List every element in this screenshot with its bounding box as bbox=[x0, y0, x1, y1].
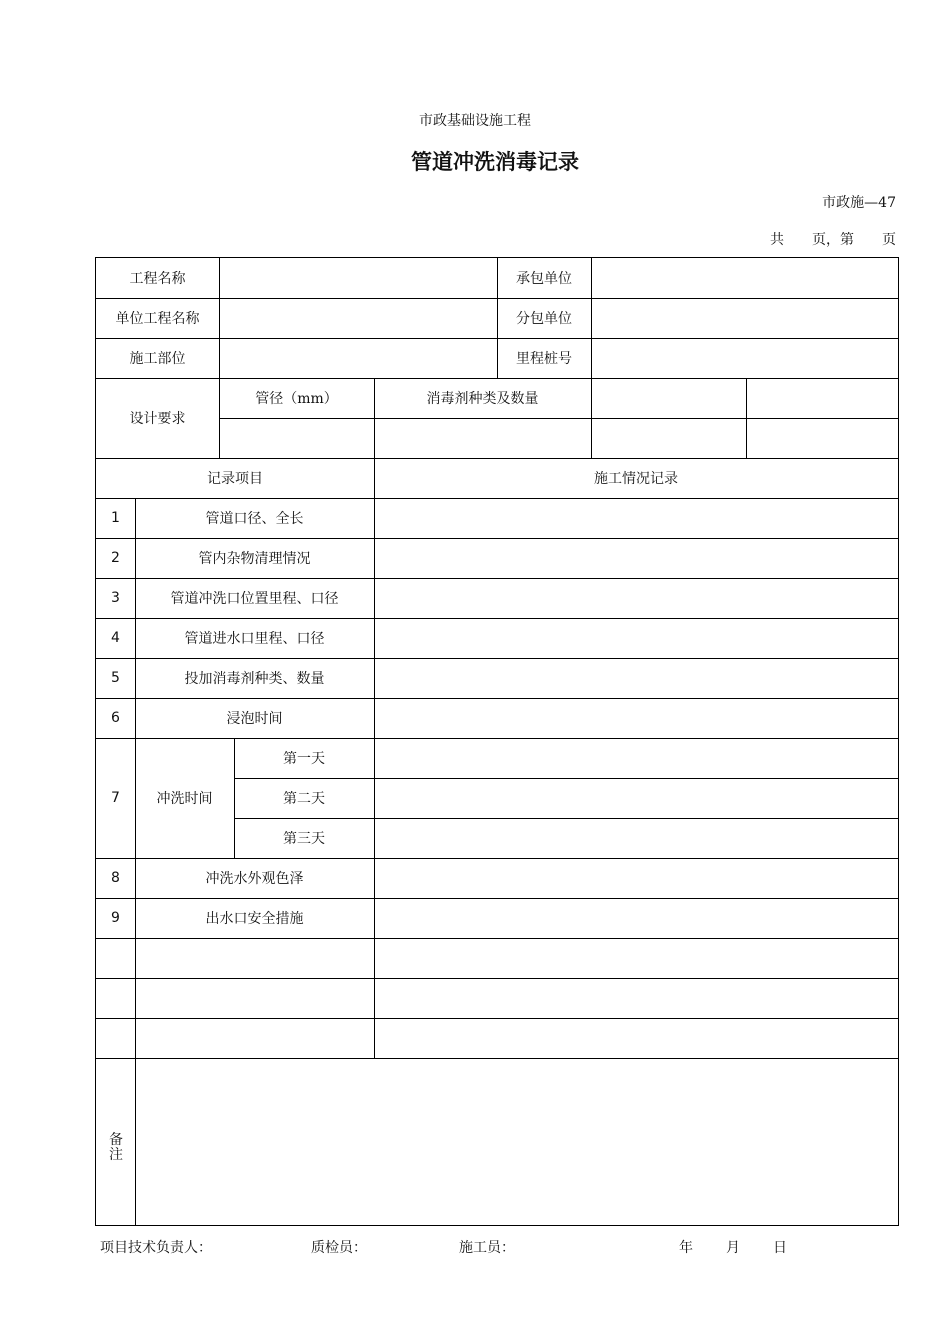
row-number: 9 bbox=[111, 910, 120, 926]
project-name-label: 工程名称 bbox=[129, 271, 186, 287]
signature-footer bbox=[100, 1237, 860, 1257]
row-number: 7 bbox=[111, 790, 120, 806]
day-label: 第二天 bbox=[283, 791, 325, 807]
row-number: 5 bbox=[111, 670, 120, 686]
pipe-diameter-field[interactable] bbox=[220, 419, 374, 458]
pipe-diameter-label: 管径（mm） bbox=[255, 391, 338, 407]
day-label: 第一天 bbox=[283, 751, 325, 767]
project-name-field[interactable] bbox=[220, 258, 497, 298]
mileage-label: 里程桩号 bbox=[516, 351, 572, 367]
rule bbox=[746, 378, 747, 458]
unit-project-field[interactable] bbox=[220, 298, 497, 338]
row-number: 1 bbox=[111, 510, 120, 526]
subcontractor-label: 分包单位 bbox=[516, 311, 572, 327]
row-number: 6 bbox=[111, 710, 120, 726]
month-label: 月 bbox=[726, 1240, 740, 1256]
row-number: 2 bbox=[111, 550, 120, 566]
contractor-label: 承包单位 bbox=[516, 271, 572, 287]
row-number: 8 bbox=[111, 870, 120, 886]
design-requirement-label: 设计要求 bbox=[129, 411, 186, 427]
row-label: 冲洗水外观色泽 bbox=[205, 871, 304, 887]
tech-lead-label: 项目技术负责人： bbox=[100, 1240, 212, 1256]
row-label: 投加消毒剂种类、数量 bbox=[184, 671, 325, 687]
remarks-field[interactable] bbox=[136, 1059, 898, 1225]
page-indicator: 共 页，第 页 bbox=[770, 232, 896, 248]
row-label: 管内杂物清理情况 bbox=[198, 551, 311, 567]
row-label: 浸泡时间 bbox=[226, 711, 283, 727]
row-label: 管道口径、全长 bbox=[205, 511, 304, 527]
record-form bbox=[95, 257, 899, 1226]
inspector-label: 质检员： bbox=[311, 1240, 367, 1256]
year-label: 年 bbox=[679, 1240, 693, 1256]
row-label: 管道冲洗口位置里程、口径 bbox=[170, 591, 339, 607]
construction-part-label: 施工部位 bbox=[129, 351, 186, 367]
row-label: 管道进水口里程、口径 bbox=[184, 631, 325, 647]
unit-project-label: 单位工程名称 bbox=[115, 311, 200, 327]
row-number: 3 bbox=[111, 590, 120, 606]
construction-part-field[interactable] bbox=[220, 338, 497, 378]
row-label: 冲洗时间 bbox=[156, 791, 213, 807]
contractor-field[interactable] bbox=[592, 258, 898, 298]
rule bbox=[96, 1018, 898, 1019]
form-title: 管道冲洗消毒记录 bbox=[411, 150, 579, 174]
row-label: 出水口安全措施 bbox=[205, 911, 304, 927]
row-number: 4 bbox=[111, 630, 120, 646]
rule bbox=[96, 938, 898, 939]
builder-label: 施工员： bbox=[459, 1240, 515, 1256]
subcontractor-field[interactable] bbox=[592, 298, 898, 338]
disinfectant-label: 消毒剂种类及数量 bbox=[426, 391, 539, 407]
mileage-field[interactable] bbox=[592, 338, 898, 378]
rule bbox=[96, 978, 898, 979]
form-code: 市政施—47 bbox=[822, 195, 896, 211]
record-item-header: 记录项目 bbox=[207, 471, 263, 487]
remarks-label: 备注 bbox=[109, 1132, 123, 1163]
record-content-header: 施工情况记录 bbox=[594, 471, 678, 487]
day-label: 日 bbox=[773, 1240, 787, 1256]
form-subtitle: 市政基础设施工程 bbox=[419, 113, 531, 129]
disinfectant-field[interactable] bbox=[375, 419, 591, 458]
day-label: 第三天 bbox=[283, 831, 325, 847]
